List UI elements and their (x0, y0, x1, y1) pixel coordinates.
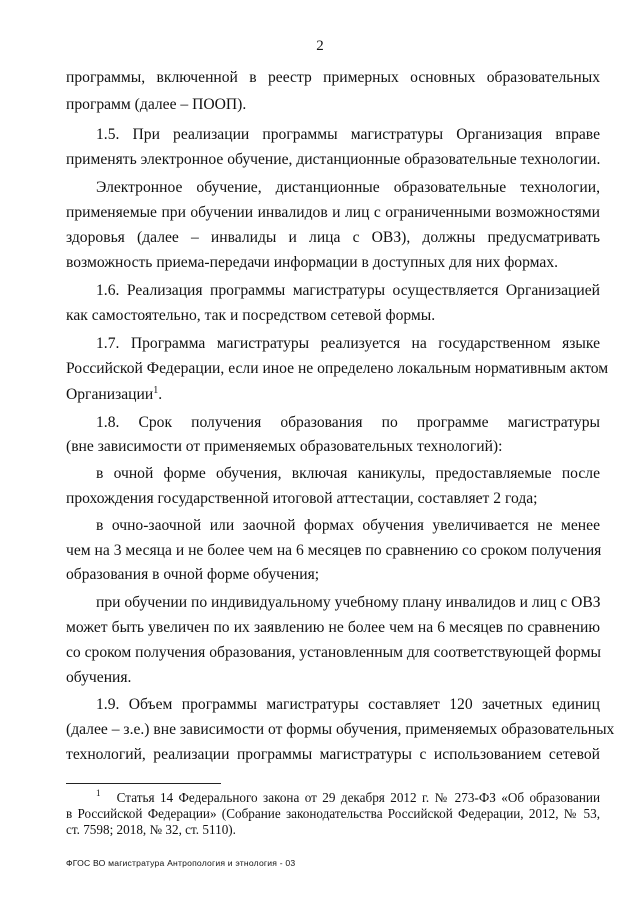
footnote-marker: 1 (96, 788, 101, 798)
footnote-ref: 1 (153, 385, 159, 396)
text-line: обучения. (66, 669, 132, 686)
text-line: программы, включенной в реестр примерных основных образовательных (66, 69, 600, 86)
text-line: 1.9. Объем программы магистратуры составляет 120 зачетных единиц (96, 696, 600, 713)
text-line-tail: . (158, 386, 163, 403)
text-line: со сроком получения образования, установленным для соответствующей формы (66, 644, 601, 661)
document-footer: ФГОС ВО магистратура Антропология и этнология - 03 (66, 858, 296, 868)
text-line: 1.8. Срок получения образования по программе магистратуры (96, 414, 600, 431)
text-line: Российской Федерации, если иное не определено локальным нормативным актом (66, 360, 609, 377)
footnote-line-content: Статья 14 Федерального закона от 29 декабря 2012 г. № 273-ФЗ «Об образовании (116, 790, 601, 805)
text-line: прохождения государственной итоговой аттестации, составляет 2 года; (66, 490, 538, 507)
text-line: при обучении по индивидуальному учебному плану инвалидов и лиц с ОВЗ (96, 594, 601, 611)
text-line (66, 386, 600, 404)
text-line: применять электронное обучение, дистанционные образовательные технологии. (66, 151, 601, 168)
footnote-line: ст. 7598; 2018, № 32, ст. 5110). (66, 822, 236, 837)
page-number: 2 (316, 38, 324, 54)
text-line: чем на 3 месяца и не более чем на 6 месяцев по сравнению со сроком получения (66, 542, 602, 559)
text-line: в очно-заочной или заочной формах обучения увеличивается не менее (96, 517, 600, 534)
text-line: 1.7. Программа магистратуры реализуется на государственном языке (96, 335, 600, 352)
text-line: (далее – з.е.) вне зависимости от формы обучения, применяемых образовательных (66, 721, 615, 738)
footnote-line (96, 790, 600, 806)
text-line: технологий, реализации программы магистратуры с использованием сетевой (66, 746, 600, 763)
text-line: применяемые при обучении инвалидов и лиц с ограниченными возможностями (66, 204, 600, 221)
text-line: здоровья (далее – инвалиды и лица с ОВЗ), должны предусматривать (66, 229, 600, 246)
footnote-separator (66, 783, 221, 784)
text-line: 1.5. При реализации программы магистратуры Организация вправе (96, 126, 600, 143)
text-line: программ (далее – ПООП). (66, 96, 247, 113)
text-line: возможность приема-передачи информации в доступных для них формах. (66, 254, 559, 271)
text-line: (вне зависимости от применяемых образовательных технологий): (66, 438, 503, 455)
text-line: как самостоятельно, так и посредством сетевой формы. (66, 307, 436, 324)
text-line: в очной форме обучения, включая каникулы, предоставляемые после (96, 465, 600, 482)
text-line: может быть увеличен по их заявлению не более чем на 6 месяцев по сравнению (66, 619, 600, 636)
text-line-content: Организации (66, 386, 154, 403)
text-line: Электронное обучение, дистанционные образовательные технологии, (96, 179, 600, 196)
text-line: 1.6. Реализация программы магистратуры осуществляется Организацией (96, 282, 600, 299)
text-line: образования в очной форме обучения; (66, 566, 320, 583)
footnote-line: в Российской Федерации» (Собрание законодательства Российской Федерации, 2012, № 53, (66, 806, 600, 821)
